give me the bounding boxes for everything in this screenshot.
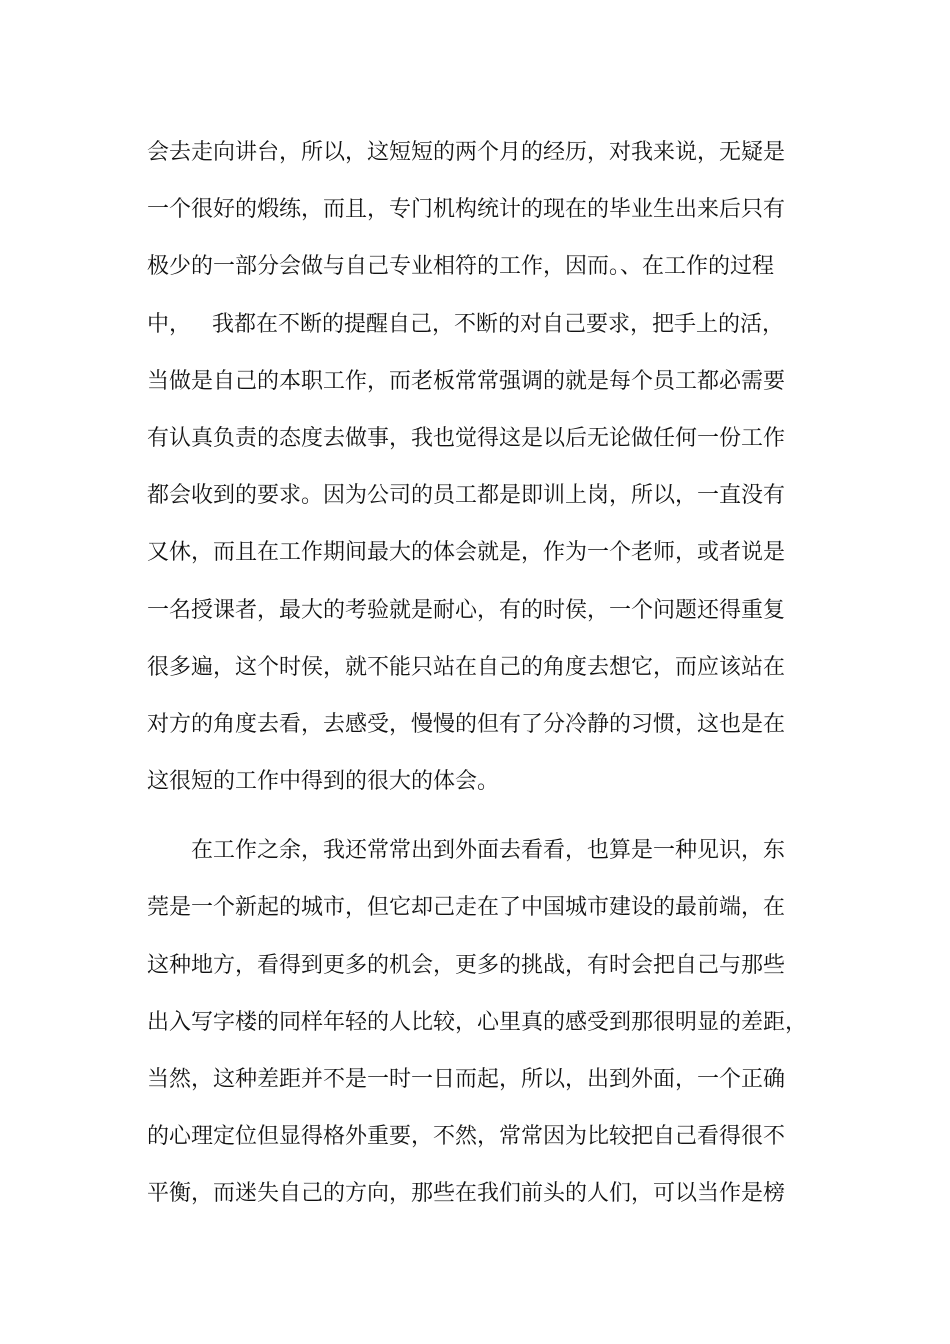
paragraph-line: 一个很好的煅练，而且，专门机构统计的现在的毕业生出来后只有 [147, 197, 786, 223]
paragraph-line: 这很短的工作中得到的很大的体会。 [147, 769, 500, 795]
paragraph-line: 当然，这种差距并不是一时一日而起，所以，出到外面，一个正确 [147, 1067, 786, 1092]
paragraph-line: 很多遍，这个时侯，就不能只站在自己的角度去想它，而应该站在 [147, 654, 786, 680]
paragraph-line: 的心理定位但显得格外重要，不然，常常因为比较把自己看得很不 [147, 1124, 786, 1150]
paragraph-line: 有认真负责的态度去做事，我也觉得这是以后无论做任何一份工作 [147, 425, 786, 451]
paragraph-line: 平衡，而迷失自己的方向，那些在我们前头的人们，可以当作是榜 [147, 1181, 786, 1207]
paragraph-line: 一名授课者，最大的考验就是耐心，有的时侯，一个问题还得重复 [147, 597, 786, 623]
paragraph-line: 对方的角度去看，去感受，慢慢的但有了分冷静的习惯，这也是在 [147, 711, 786, 737]
paragraph-line: 莞是一个新起的城市，但它却己走在了中国城市建设的最前端，在 [147, 895, 786, 921]
paragraph-gap [147, 810, 827, 822]
paragraph-line: 中， 我都在不断的提醒自己，不断的对自己要求，把手上的活， [147, 311, 784, 337]
paragraph-line: 这种地方，看得到更多的机会，更多的挑战，有时会把自己与那些 [147, 952, 786, 978]
paragraph-2 [147, 822, 827, 1222]
paragraph-line: 出入写字楼的同样年轻的人比较，心里真的感受到那很明显的差距， [147, 1009, 808, 1035]
paragraph-line: 会去走向讲台，所以，这短短的两个月的经历，对我来说，无疑是 [147, 140, 786, 165]
paragraph-line: 极少的一部分会做与自己专业相符的工作，因而。、在工作的过程 [147, 254, 775, 280]
document-body [147, 124, 827, 1223]
paragraph-1 [147, 124, 827, 810]
paragraph-line: 都会收到的要求。因为公司的员工都是即训上岗，所以，一直没有 [147, 483, 786, 509]
paragraph-line: 当做是自己的本职工作，而老板常常强调的就是每个员工都必需要 [147, 368, 786, 394]
paragraph-line: 又休，而且在工作期间最大的体会就是，作为一个老师，或者说是 [147, 540, 786, 566]
paragraph-line: 在工作之余，我还常常出到外面去看看，也算是一种见识，东 [191, 838, 786, 864]
